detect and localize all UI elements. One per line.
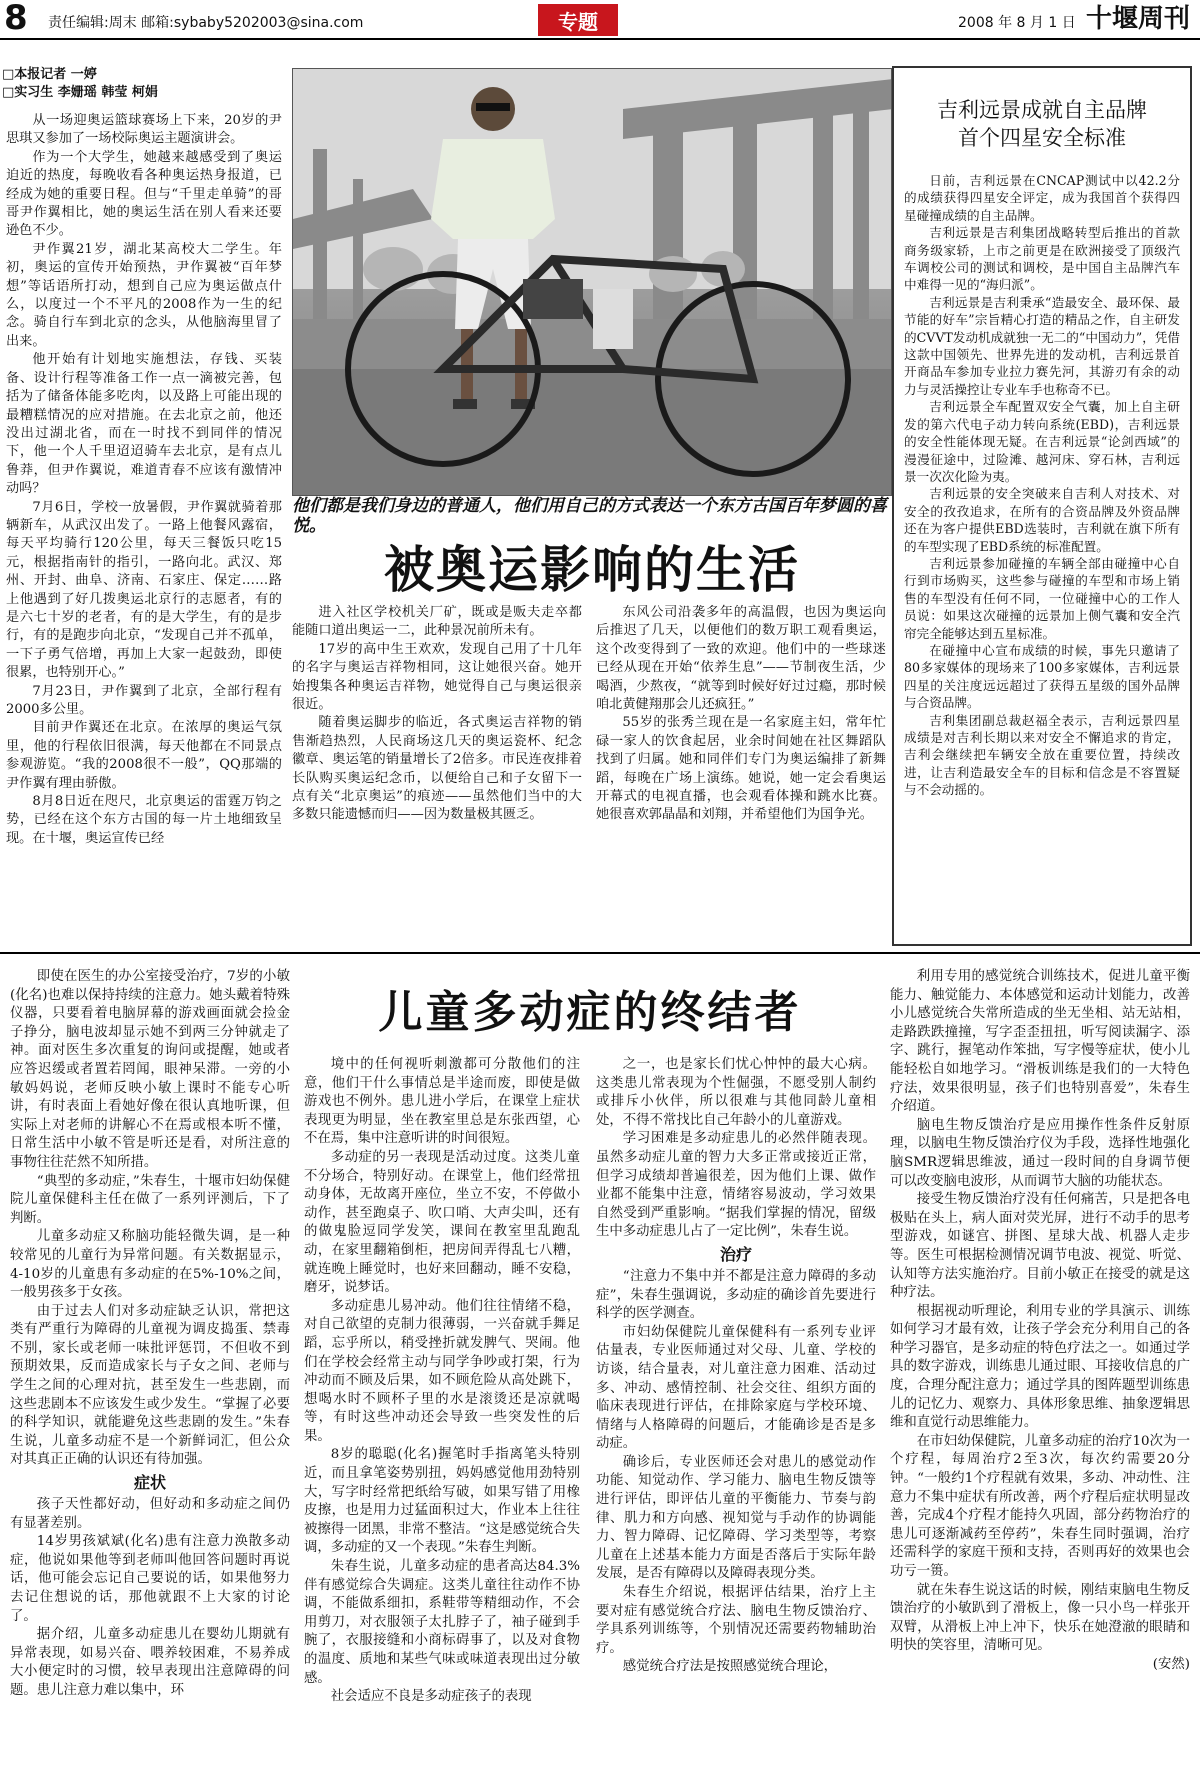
paragraph: 日前，吉利远景在CNCAP测试中以42.2分的成绩获得四星安全评定，成为我国首个获得四星碰撞成绩的自主品牌。	[904, 173, 1180, 223]
paragraph: 利用专用的感觉统合训练技术，促进儿童平衡能力、触觉能力、本体感觉和运动计划能力，改善小儿感觉统合失常所造成的坐无坐相、站无站相，走路跌跌撞撞，写字歪歪扭扭，听写阅读漏字、添字、跳行，握笔动作笨拙，写字慢等症状，使小儿能轻松自如地学习。“滑板训练是我们的一大特色疗法，效果很明显，孩子们也特别喜爱”，朱春生介绍道。	[890, 969, 1190, 1115]
paragraph: 孩子天性都好动，但好动和多动症之间仍有显著差别。	[10, 1497, 290, 1531]
byline-interns: □实习生 李姗瑶 韩莹 柯娟	[2, 85, 158, 100]
article1-column2	[292, 604, 582, 948]
cyclist-photo	[292, 68, 892, 496]
section-badge: 专题	[538, 4, 618, 36]
sidebar-title	[904, 96, 1180, 152]
paragraph: 吉利远景的安全突破来自吉利人对技术、对安全的孜孜追求，在所有的合资品牌及外资品牌还在为客户提供EBD选装时，吉利就在旗下所有的车型实现了EBD系统的标准配置。	[904, 486, 1180, 554]
article1-column1	[6, 112, 282, 948]
paragraph: 接受生物反馈治疗没有任何痛苦，只是把各电极贴在头上，病人面对荧光屏，进行不动手的思考型游戏，如谜宫、拼图、星球大战、机器人走步等。医生可根据检测情况调节电波、视觉、听觉、认知等方法实施治疗。目前小敏正在接受的就是这种疗法。	[890, 1192, 1190, 1301]
sidebar-text	[904, 172, 1180, 940]
article1-column3	[596, 604, 886, 948]
subheading: 治疗	[719, 1244, 752, 1264]
photo-caption: 他们都是我们身边的普通人，他们用自己的方式表达一个东方古国百年梦圆的喜悦。	[292, 496, 887, 536]
paragraph: 境中的任何视听刺激都可分散他们的注意，他们干什么事情总是半途而废，即使是做游戏也不例外。患儿进小学后，在课堂上症状表现更为明显，坐在教室里总是东张西望，心不在焉，集中注意听讲的时间很短。	[304, 1057, 580, 1147]
paragraph: 目前尹作翼还在北京。在浓厚的奥运气氛里，他的行程依旧很满，每天他都在不同景点参观游览。“我的2008很不一般”，QQ那端的尹作翼有理由骄傲。	[6, 720, 282, 791]
paragraph: 朱春生说，儿童多动症的患者高达84.3%伴有感觉综合失调症。这类儿童往往动作不协调，不能做系细扣，系鞋带等精细动作，不会用剪刀，对衣服领子太扎脖子了，袖子碰到手腕了，衣服接缝和小商标碍事了，以及对食物的温度、质地和某些气味或味道表现出过分敏感。	[304, 1559, 580, 1686]
paragraph: 之一，也是家长们忧心忡忡的最大心病。这类患儿常表现为个性倔强，不愿受别人制约或排斥小伙伴，所以很难与其他同龄儿童相处，不得不常找比自己年龄小的儿童游戏。	[596, 1057, 876, 1128]
byline-reporter: □本报记者 一婷	[2, 67, 97, 82]
paragraph: 他开始有计划地实施想法，存钱、买装备、设计行程等准备工作一点一滴被完善，包括为了储备体能多吃肉，以及路上可能出现的最糟糕情况的应对措施。在去北京之前，他还没出过湖北省，而在一时找不到同伴的情况下，他一个人千里迢迢骑车去北京，是有点儿鲁莽，但尹作翼说，难道青春不应该有激情冲动吗？	[6, 352, 282, 497]
paragraph: 多动症患儿易冲动。他们往往情绪不稳，对自己欲望的克制力很薄弱，一兴奋就手舞足蹈，忘乎所以，稍受挫折就发脾气、哭闹。他们在学校会经常主动与同学争吵或打架，行为冲动而不顾及后果，如不顾危险从高处跳下，想喝水时不顾杯子里的水是滚烫还是凉就喝等，有时这些冲动还会导致一些突发性的后果。	[304, 1298, 580, 1444]
paragraph: 8岁的聪聪(化名)握笔时手指离笔头特别近，而且拿笔姿势别扭，妈妈感觉他用劲特别大，写字时经常把纸给写破，如果写错了用橡皮擦，也是用力过猛面积过大，作业本上往往被擦得一团黑，非常不整洁。“这是感觉统合失调，多动症的又一个表现。”朱春生判断。	[304, 1447, 580, 1556]
paragraph: 7月23日，尹作翼到了北京，全部行程有2000多公里。	[6, 683, 282, 717]
paragraph: 7月6日，学校一放暑假，尹作翼就骑着那辆新车，从武汉出发了。一路上他餐风露宿，每天平均骑行120公里，每天三餐饭只吃15元，根据指南针的指引，一路向北。武汉、郑州、开封、曲阜、济南、石家庄、保定……路上他遇到了好几拨奥运北京行的志愿者，有的是六七十岁的老者，有的是大学生，有的是步行，有的是跑步向北京，“发现自己并不孤单，一下子勇气倍增，再加上大家一起鼓劲，即使很累，也特别开心。”	[6, 499, 282, 681]
paragraph: 就在朱春生说这话的时候，刚结束脑电生物反馈治疗的小敏趴到了滑板上，像一只小鸟一样张开双臂，从滑板上冲上冲下，快乐在她澄澈的眼睛和明快的笑容里，清晰可见。	[890, 1582, 1190, 1654]
paragraph: 根据视动听理论，利用专业的学具演示、训练如何学习才最有效，让孩子学会充分利用自己的各种学习器官，是多动症的特色疗法之一。如通过学具的数字游戏，训练患儿通过眼、耳接收信息的广度，合理分配注意力；通过学具的图阵题型训练患儿的记忆力、观察力、具体形象思维、抽象逻辑思维和直觉行动思维能力。	[890, 1303, 1190, 1431]
paragraph: 据介绍，儿童多动症患儿在婴幼儿期就有异常表现，如易兴奋、喂养较困难，不易养成大小便定时的习惯，较早表现出注意障碍的问题。患儿注意力难以集中，环	[10, 1627, 290, 1698]
paragraph: 14岁男孩斌斌(化名)患有注意力涣散多动症，他说如果他等到老师叫他回答问题时再说话，他可能会忘记自己要说的话，如果他努力去记住想说的话，那他就跟不上大家的讨论了。	[10, 1534, 290, 1624]
paragraph: 朱春生介绍说，根据评估结果，治疗上主要对症有感觉统合疗法、脑电生物反馈治疗、学具系列训练等，个别情况还需要药物辅助治疗。	[596, 1585, 876, 1656]
paragraph: 55岁的张秀兰现在是一名家庭主妇，常年忙碌一家人的饮食起居，业余时间她在社区舞蹈队找到了归属。她和同伴们专门为奥运编排了新舞蹈，每晚在广场上演练。她说，她一定会看奥运开幕式的电视直播，也会观看体操和跳水比赛。她很喜欢郭晶晶和刘翔，并希望他们为国争光。	[596, 715, 886, 823]
paragraph: 8月8日近在咫尺，北京奥运的雷霆万钧之势，已经在这个东方古国的每一片土地细致呈现。在十堰，奥运宣传已经	[6, 794, 282, 846]
article2-column1	[10, 968, 290, 1768]
paragraph: 从一场迎奥运篮球赛场上下来，20岁的尹思琪又参加了一场校际奥运主题演讲会。	[6, 113, 282, 147]
article2-column4	[890, 968, 1190, 1768]
paragraph: 17岁的高中生王欢欢，发现自己用了十几年的名字与奥运吉祥物相同，这让她很兴奋。她开始搜集各种奥运吉祥物，她觉得自己与奥运很亲很近。	[292, 641, 582, 713]
paragraph: 吉利远景是吉利秉承“造最安全、最环保、最节能的好车”宗旨精心打造的精品之作，自主研发的CVVT发动机成就独一无二的“中国动力”，凭借这款中国领先、世界先进的发动机，吉利远景首开商品车参加专业拉力赛先河，其游刃有余的动力与灵活操控让专业车手也称奇不已。	[904, 294, 1180, 397]
paragraph: 东风公司沿袭多年的高温假，也因为奥运向后推迟了几天，以便他们的数万职工观看奥运，这个改变得到了一致的欢迎。他们中的一些球迷已经从现在开始“依养生息”——节制夜生活，少喝酒，少熬夜，“就等到时候好好过过瘾，那时候咱北黄健翔那会儿还疯狂。”	[596, 605, 886, 713]
article2-headline: 儿童多动症的终结者	[378, 987, 802, 1038]
paragraph: 尹作翼21岁，湖北某高校大二学生。年初，奥运的宣传开始预热，尹作翼被“百年梦想”等话语所打动，想到自己应为奥运做点什么，以度过一个不平凡的2008作为一生的纪念。骑自行车到北京的念头，从他脑海里冒了出来。	[6, 241, 282, 349]
paragraph: 吉利集团副总裁赵福全表示，吉利远景四星成绩是对吉利长期以来对安全不懈追求的肯定，吉利会继续把车辆安全放在重要位置，持续改进，让吉利造最安全车的目标和信念是不容置疑与不会动摇的。	[904, 712, 1180, 798]
paragraph: 由于过去人们对多动症缺乏认识，常把这类有严重行为障碍的儿童视为调皮捣蛋、禁毒不别，家长或老师一味批评惩罚，不但收不到预期效果，反而造成家长与子女之间、老师与学生之间的心理对抗，甚至发生一些悲剧，而这些悲剧本不应该发生或少发生。“掌握了必要的科学知识，就能避免这些悲剧的发生。”朱春生说，儿童多动症不是一个新鲜词汇，但公众对其真正正确的认识还有待加强。	[10, 1303, 290, 1468]
paragraph: 学习困难是多动症患儿的必然伴随表现。虽然多动症儿童的智力大多正常或接近正常，但学习成绩却普遍很差，因为他们上课、做作业都不能集中注意，情绪容易波动，学习效果自然受到严重影响。“据我们掌握的情况，留级生中多动症患儿占了一定比例”，朱春生说。	[596, 1131, 876, 1240]
article1-headline: 被奥运影响的生活	[384, 540, 800, 599]
paragraph: 市妇幼保健院儿童保健科有一系列专业评估量表，专业医师通过对父母、儿童、学校的访谈，结合量表，对儿童注意力困难、活动过多、冲动、感情控制、社会交往、组织方面的临床表现进行评估，在排除家庭与学校环境、情绪与人格障碍的问题后，才能确诊是否是多动症。	[596, 1324, 876, 1452]
paragraph: 在市妇幼保健院，儿童多动症的治疗10次为一个疗程，每周治疗2至3次，每次约需要20分钟。“一般约1个疗程就有效果，多动、冲动性、注意力不集中症状有所改善，两个疗程后症状明显改善，完成4个疗程才能持久巩固，部分药物治疗的患儿可逐渐减药至停药”，朱春生同时强调，治疗还需科学的家庭干预和支持，否则再好的效果也会功亏一篑。	[890, 1433, 1190, 1579]
article2-column3	[596, 1056, 876, 1768]
editor-line: 责任编辑:周末 邮箱:sybaby5202003@sina.com	[48, 15, 364, 31]
paragraph: 吉利远景是吉利集团战略转型后推出的首款商务级家轿，上市之前更是在欧洲接受了顶级汽车调校公司的测试和调校，是中国自主品牌汽车中难得一见的“海归派”。	[904, 225, 1180, 293]
paragraph: “典型的多动症，”朱春生，十堰市妇幼保健院儿童保健科主任在做了一系列评测后，下了判断。	[10, 1173, 290, 1226]
paragraph: 儿童多动症又称脑功能轻微失调，是一种较常见的儿童行为异常问题。有关数据显示，4-10岁的儿童患有多动症的在5%-10%之间，一般男孩多于女孩。	[10, 1229, 290, 1301]
paragraph: 吉利远景参加碰撞的车辆全部由碰撞中心自行到市场购买，这些参与碰撞的车型和市场上销售的车型没有任何不同，一位碰撞中心的工作人员说：如果这次碰撞的远景加上侧气囊和安全汽帘完全能够达到五星标准。	[904, 555, 1180, 641]
sidebar-title-line2: 首个四星安全标准	[958, 126, 1126, 150]
paragraph: 随着奥运脚步的临近，各式奥运吉祥物的销售渐趋热烈，人民商场这几天的奥运瓷杯、纪念徽章、奥运笔的销量增长了2倍多。市民连夜排着长队购买奥运纪念币，以便给自己和子女留下一点有关“北京奥运”的痕迹——虽然他们当中的大多数只能遗憾而归——因为数量极其匮乏。	[292, 715, 582, 823]
paragraph: 脑电生物反馈治疗是应用操作性条件反射原理，以脑电生物反馈治疗仪为手段，选择性地强化脑SMR逻辑思维波，通过一段时间的自身调节便可以改变脑电波形，从而调节大脑的功能状态。	[890, 1117, 1190, 1189]
paper-name: 十堰周刊	[1086, 4, 1191, 34]
byline	[2, 66, 282, 102]
paragraph: 多动症的另一表现是活动过度。这类儿童不分场合，特别好动。在课堂上，他们经常扭动身体，无故离开座位，坐立不安，不停做小动作，甚至跑桌子、吹口哨、大声尖叫，还有的做鬼脸逗同学发笑，课间在教室里乱跑乱动，在家里翻箱倒柜，把房间弄得乱七八糟，就连晚上睡觉时，也好来回翻动，睡不安稳，磨牙，说梦话。	[304, 1149, 580, 1296]
photo-illustration	[293, 69, 892, 496]
issue-date: 2008 年 8 月 1 日	[958, 15, 1076, 31]
paragraph: 感觉统合疗法是按照感觉统合理论，	[622, 1659, 838, 1675]
paragraph: 社会适应不良是多动症孩子的表现	[330, 1689, 532, 1705]
paragraph: 进入社区学校机关厂矿，既或是贩夫走卒都能随口道出奥运一二，此种景况前所未有。	[292, 605, 582, 639]
paragraph: 确诊后，专业医师还会对患儿的感觉动作功能、知觉动作、学习能力、脑电生物反馈等进行评估，即评估儿童的平衡能力、节奏与韵律、肌力和方向感、视知觉与手动作的协调能力、智力障碍、记忆障碍、学习类型等，考察儿童在上述基本能力方面是否落后于实际年龄发展，是否有障碍以及障碍表现分类。	[596, 1454, 876, 1582]
paragraph: 作为一个大学生，她越来越感受到了奥运迫近的热度，每晚收看各种奥运热身报道，已经成为她的重要日程。但与“千里走单骑”的哥哥尹作翼相比，她的奥运生活在别人看来还要逊色不少。	[6, 149, 282, 239]
paragraph: “注意力不集中并不都是注意力障碍的多动症”，朱春生强调说，多动症的确诊首先要进行科学的医学测查。	[596, 1268, 876, 1322]
page-number: 8	[4, 0, 28, 38]
sidebar-title-line1: 吉利远景成就自主品牌	[937, 98, 1147, 122]
article2-column2	[304, 1056, 580, 1768]
subheading: 症状	[133, 1473, 166, 1493]
paragraph: 吉利远景全车配置双安全气囊，加上自主研发的第六代电子动力转向系统(EBD)，吉利远景的安全性能体现无疑。在吉利远景“论剑西域”的漫漫征途中，过险滩、越河床、穿石林，吉利远景一次次化险为夷。	[904, 399, 1180, 484]
paragraph: 即使在医生的办公室接受治疗，7岁的小敏(化名)也难以保持持续的注意力。她头戴着特殊仪器，只要看着电脑屏幕的游戏画面就会捡金子挣分，脑电波却显示她不到两三分钟就走了神。面对医生多次重复的询问或提醒，她或者应答迟缓或者置若罔闻，眼神呆滞。一旁的小敏妈妈说，老师反映小敏上课时不能专心听讲，有时表面上看她好像在很认真地听课，但实际上对老师的讲解心不在焉或根本听不懂，日常生活中小敏不管是听还是看，对所注意的事物往往茫然不知所措。	[10, 969, 290, 1170]
paragraph: 在碰撞中心宣布成绩的时候，事先只邀请了80多家媒体的现场来了100多家媒体，吉利远景四星的关注度远远超过了获得五星级的国外品牌与合资品牌。	[904, 642, 1180, 711]
article2-signature: (安然)	[1152, 1656, 1190, 1672]
